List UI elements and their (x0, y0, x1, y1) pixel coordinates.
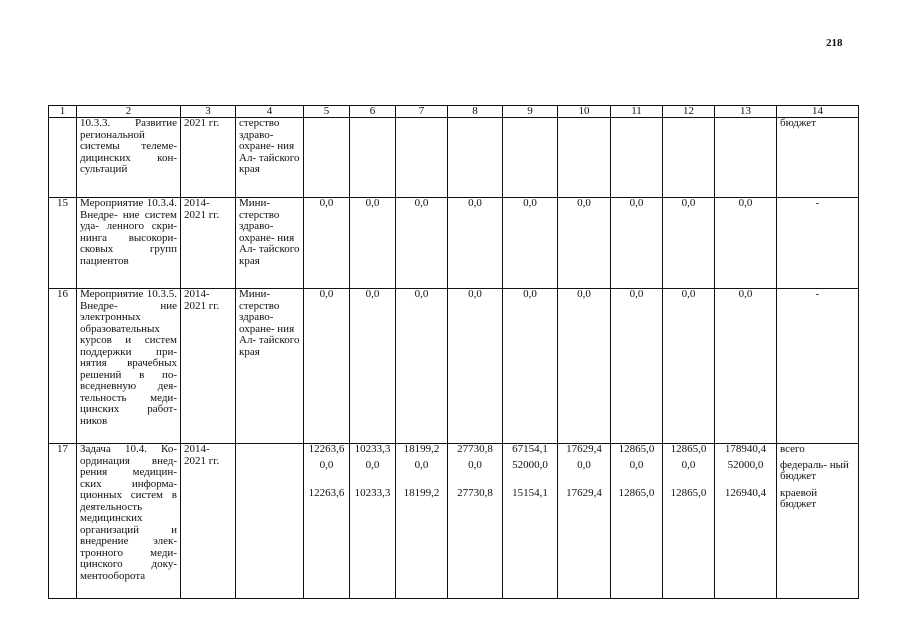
value-column (663, 444, 715, 599)
header-cell: 10 (558, 106, 611, 118)
value-cell: 0,0 (558, 289, 611, 444)
value-cell: 27730,8 (457, 487, 493, 499)
header-cell: 14 (777, 106, 859, 118)
budget-table (48, 105, 859, 599)
value-cell (611, 118, 663, 198)
value-cell (396, 118, 448, 198)
row-number: 17 (49, 444, 77, 599)
value-cell: 12865,0 (618, 487, 655, 499)
header-cell: 13 (715, 106, 777, 118)
value-cell (663, 118, 715, 198)
header-cell: 4 (236, 106, 304, 118)
value-cell: 0,0 (396, 198, 448, 289)
table-row (49, 198, 859, 289)
period: 2014- 2021 гг. (181, 289, 236, 444)
value-cell: 18199,2 (403, 443, 440, 455)
row-number: 16 (49, 289, 77, 444)
value-column (503, 444, 558, 599)
period: 2021 гг. (181, 118, 236, 198)
value-cell (304, 118, 350, 198)
funding-source: федераль- ный бюджет (780, 459, 849, 482)
funding-source: всего (780, 443, 805, 455)
table-row (49, 118, 859, 198)
value-cell (503, 118, 558, 198)
value-cell: 12865,0 (670, 487, 707, 499)
header-cell: 11 (611, 106, 663, 118)
table-row (49, 289, 859, 444)
executor: стерство здраво- охране- ния Ал- тайского края (236, 118, 304, 198)
value-cell: 0,0 (304, 289, 350, 444)
value-column (448, 444, 503, 599)
value-cell: 0,0 (715, 289, 777, 444)
measure-name: Мероприятие 10.3.4. Внедре- ние систем уда- ленного скри- нинга высокори- сковых групп пациентов (77, 198, 181, 289)
executor: Мини- стерство здраво- охране- ния Ал- тайского края (236, 289, 304, 444)
value-cell: 0,0 (414, 459, 429, 471)
value-column (558, 444, 611, 599)
header-cell: 8 (448, 106, 503, 118)
value-cell: 27730,8 (457, 443, 493, 455)
value-column (611, 444, 663, 599)
page-number: 218 (826, 37, 843, 49)
value-column (715, 444, 777, 599)
value-cell: 0,0 (577, 459, 591, 471)
value-cell: 0,0 (396, 289, 448, 444)
value-cell: 0,0 (304, 198, 350, 289)
period: 2014- 2021 гг. (181, 198, 236, 289)
value-cell: 0,0 (365, 459, 380, 471)
value-cell: 17629,4 (566, 487, 602, 499)
executor: Мини- стерство здраво- охране- ния Ал- тайского края (236, 198, 304, 289)
value-cell: 126940,4 (724, 487, 767, 499)
value-cell: 0,0 (663, 198, 715, 289)
value-column (304, 444, 350, 599)
value-cell: 10233,3 (354, 487, 391, 499)
value-cell: 0,0 (350, 289, 396, 444)
value-cell: 0,0 (715, 198, 777, 289)
value-cell: 17629,4 (566, 443, 602, 455)
value-cell: 18199,2 (403, 487, 440, 499)
funding-source: - (777, 289, 859, 444)
header-row (49, 106, 859, 118)
measure-name: Задача 10.4. Ко- ординация внед- рения медицин- ских информа- ционных систем в деятельность медицинских организаций и внедрение элек- тронного меди- цинского доку- ментооборота (77, 444, 181, 599)
value-cell (715, 118, 777, 198)
funding-source-column (777, 444, 859, 599)
value-cell: 12865,0 (670, 443, 707, 455)
header-cell: 1 (49, 106, 77, 118)
value-cell: 0,0 (503, 289, 558, 444)
value-cell: 0,0 (319, 459, 334, 471)
value-cell: 0,0 (468, 459, 482, 471)
value-column (396, 444, 448, 599)
header-cell: 12 (663, 106, 715, 118)
value-cell: 10233,3 (354, 443, 391, 455)
value-cell: 52000,0 (727, 459, 764, 471)
funding-source: краевой бюджет (780, 487, 818, 510)
measure-name: 10.3.3. Развитие региональной системы телеме- дицинских кон- сультаций (77, 118, 181, 198)
header-cell: 3 (181, 106, 236, 118)
period: 2014- 2021 гг. (181, 444, 236, 599)
value-cell: 0,0 (611, 198, 663, 289)
value-cell: 12865,0 (618, 443, 655, 455)
table-row (49, 444, 859, 599)
funding-source: - (777, 198, 859, 289)
value-cell: 0,0 (611, 289, 663, 444)
header-cell: 6 (350, 106, 396, 118)
value-column (350, 444, 396, 599)
value-cell: 67154,1 (512, 443, 548, 455)
row-number (49, 118, 77, 198)
value-cell: 52000,0 (512, 459, 548, 471)
measure-name: Мероприятие 10.3.5. Внедре- ние электронных образовательных курсов и систем поддержки при- нятия врачебных решений в по- вседневную дея- тельность меди- цинских работ- ников (77, 289, 181, 444)
header-cell: 7 (396, 106, 448, 118)
value-cell (448, 118, 503, 198)
header-cell: 2 (77, 106, 181, 118)
value-cell: 0,0 (681, 459, 696, 471)
executor (236, 444, 304, 599)
value-cell: 0,0 (558, 198, 611, 289)
value-cell (558, 118, 611, 198)
value-cell: 0,0 (503, 198, 558, 289)
header-cell: 9 (503, 106, 558, 118)
value-cell: 0,0 (448, 198, 503, 289)
funding-source: бюджет (777, 118, 859, 198)
value-cell: 12263,6 (308, 487, 345, 499)
value-cell: 0,0 (448, 289, 503, 444)
header-cell: 5 (304, 106, 350, 118)
value-cell (350, 118, 396, 198)
value-cell: 12263,6 (308, 443, 345, 455)
value-cell: 0,0 (350, 198, 396, 289)
value-cell: 0,0 (629, 459, 644, 471)
row-number: 15 (49, 198, 77, 289)
value-cell: 15154,1 (512, 487, 548, 499)
value-cell: 0,0 (663, 289, 715, 444)
value-cell: 178940,4 (724, 443, 767, 455)
